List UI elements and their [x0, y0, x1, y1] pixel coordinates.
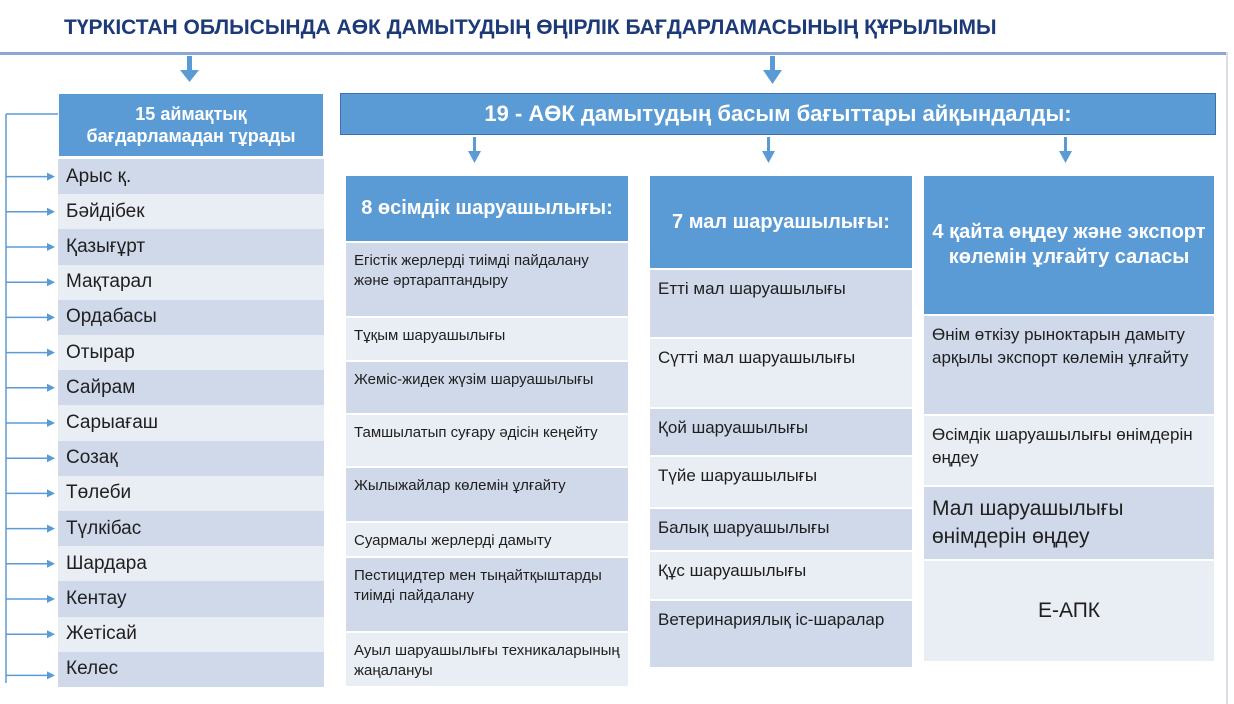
crop-item: Жылыжайлар көлемін ұлғайту	[345, 467, 629, 522]
district-item: Сарыағаш	[58, 405, 324, 440]
district-item: Төлеби	[58, 476, 324, 511]
district-arrowhead	[47, 278, 55, 286]
crop-item: Тамшылатып суғару әдісін кеңейту	[345, 414, 629, 467]
arrow-title-right	[763, 56, 782, 84]
livestock-item: Балық шаруашылығы	[649, 508, 913, 551]
district-arrowhead	[47, 525, 55, 533]
district-arrowhead	[47, 671, 55, 679]
crop-item: Ауыл шаруашылығы техникаларының жаңалануы	[345, 632, 629, 687]
arrow-to-crop	[468, 137, 481, 163]
district-item: Созақ	[58, 441, 324, 476]
priorities-header: 19 - АӨК дамытудың басым бағыттары айқындалды:	[340, 93, 1216, 135]
arrow-to-livestock	[762, 137, 775, 163]
livestock-item: Құс шаруашылығы	[649, 551, 913, 600]
crop-item: Егістік жерлерді тиімді пайдалану және әртараптандыру	[345, 242, 629, 317]
district-item: Сайрам	[58, 370, 324, 405]
district-item: Арыс қ.	[58, 159, 324, 194]
district-bracket	[6, 114, 58, 683]
processing-item: Е-АПК	[923, 560, 1215, 662]
district-item: Қазығұрт	[58, 229, 324, 264]
district-item: Шардара	[58, 546, 324, 581]
livestock-item: Қой шаруашылығы	[649, 408, 913, 456]
title-divider	[0, 52, 1228, 55]
district-arrowhead	[47, 630, 55, 638]
page-title: ТҮРКІСТАН ОБЛЫСЫНДА АӨК ДАМЫТУДЫҢ ӨҢІРЛІК БАҒДАРЛАМАСЫНЫҢ ҚҰРЫЛЫМЫ	[64, 16, 997, 39]
processing-item: Мал шаруашылығы өнімдерін өңдеу	[923, 486, 1215, 560]
processing-item: Өнім өткізу рыноктарын дамыту арқылы экспорт көлемін ұлғайту	[923, 315, 1215, 415]
crop-item: Жеміс-жидек жүзім шаруашылығы	[345, 361, 629, 414]
processing-header: 4 қайта өңдеу және экспорт көлемін ұлғайту саласы	[923, 175, 1215, 315]
crop-header: 8 өсімдік шаруашылығы:	[345, 175, 629, 242]
district-item: Мақтарал	[58, 265, 324, 300]
district-arrowhead	[47, 384, 55, 392]
district-arrowhead	[47, 173, 55, 181]
livestock-header: 7 мал шаруашылығы:	[649, 175, 913, 269]
district-item: Келес	[58, 652, 324, 687]
right-border	[1226, 52, 1228, 704]
district-arrowhead	[47, 313, 55, 321]
processing-item: Өсімдік шаруашылығы өнімдерін өңдеу	[923, 415, 1215, 486]
district-arrowhead	[47, 560, 55, 568]
arrow-title-left	[180, 56, 199, 82]
district-arrowhead	[47, 419, 55, 427]
livestock-item: Етті мал шаруашылығы	[649, 269, 913, 338]
crop-item: Суармалы жерлерді дамыту	[345, 522, 629, 557]
livestock-item: Сүтті мал шаруашылығы	[649, 338, 913, 408]
district-arrowhead	[47, 208, 55, 216]
district-item: Отырар	[58, 335, 324, 370]
district-item: Бәйдібек	[58, 194, 324, 229]
livestock-item: Түйе шаруашылығы	[649, 456, 913, 508]
district-item: Түлкібас	[58, 511, 324, 546]
crop-item: Тұқым шаруашылығы	[345, 317, 629, 361]
district-arrowhead	[47, 595, 55, 603]
districts-header: 15 аймақтық бағдарламадан тұрады	[58, 93, 324, 157]
district-item: Жетісай	[58, 617, 324, 652]
district-arrowhead	[47, 489, 55, 497]
arrow-to-processing	[1059, 137, 1072, 163]
district-arrowhead	[47, 349, 55, 357]
livestock-item: Ветеринариялық іс-шаралар	[649, 600, 913, 668]
district-item: Ордабасы	[58, 300, 324, 335]
district-item: Кентау	[58, 581, 324, 616]
district-arrowhead	[47, 243, 55, 251]
district-arrowhead	[47, 454, 55, 462]
crop-item: Пестицидтер мен тыңайтқыштарды тиімді пайдалану	[345, 557, 629, 632]
